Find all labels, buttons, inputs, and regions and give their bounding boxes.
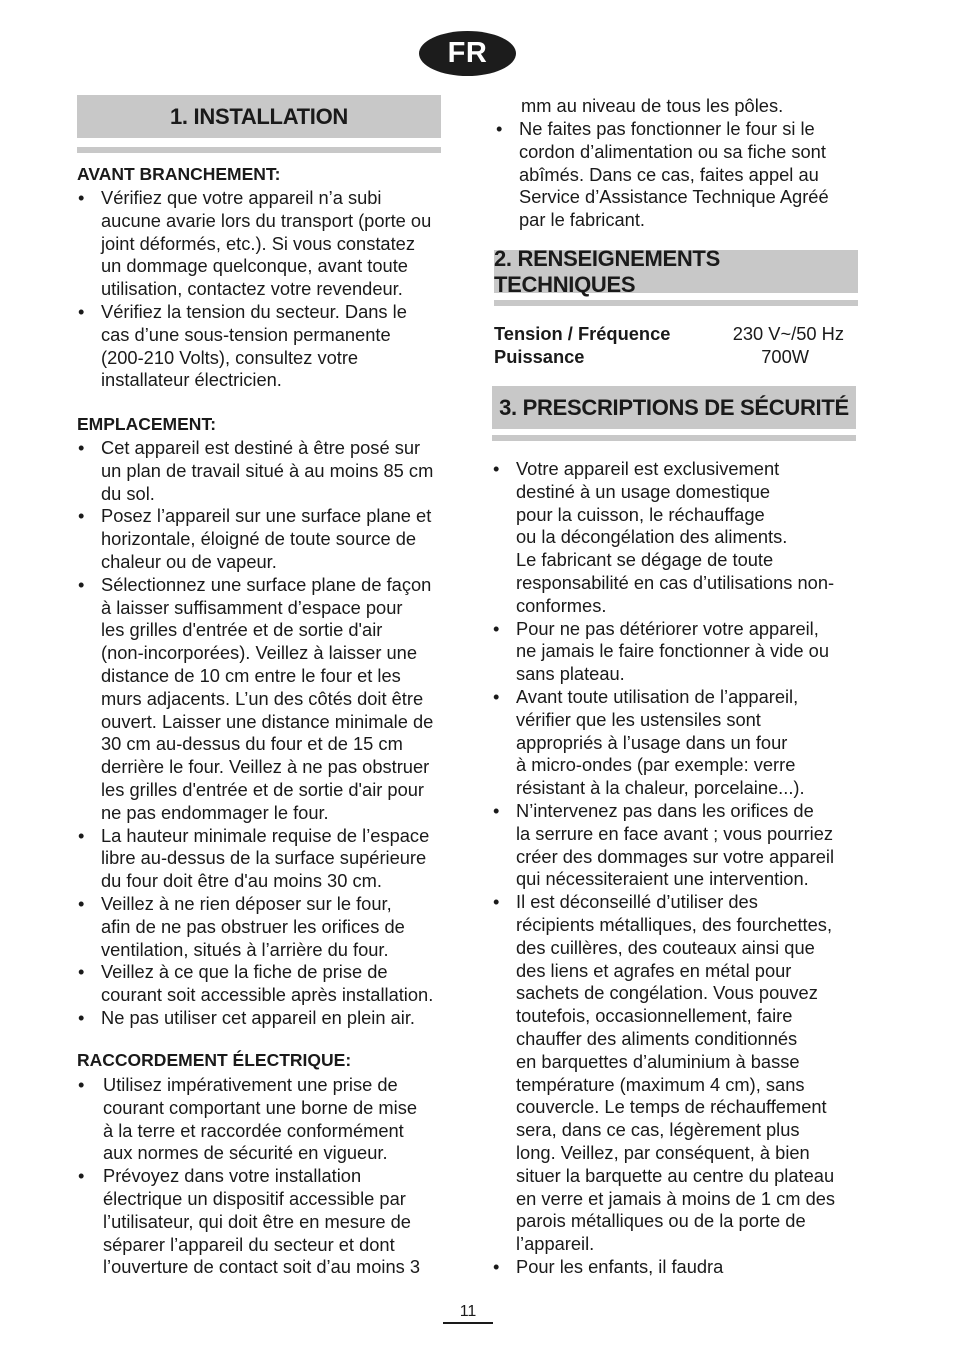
list-item — [77, 505, 447, 573]
text-line: Le fabricant se dégage de toute — [516, 549, 774, 571]
text-line: l’appareil. — [516, 1233, 595, 1255]
section-header-renseignements — [494, 245, 858, 297]
bullet-icon: • — [78, 300, 85, 322]
spec-row-puissance — [494, 346, 809, 368]
text-line: distance de 10 cm entre le four et les — [101, 664, 401, 686]
text-line: N’intervenez pas dans les orifices de — [516, 799, 814, 821]
continuation-text — [521, 95, 861, 118]
text-line: conformes. — [516, 594, 607, 616]
section-rule — [77, 147, 441, 153]
text-line: les grilles d'entrée et de sortie d'air pour — [101, 778, 425, 800]
text-line: créer des dommages sur votre appareil — [516, 845, 835, 867]
list-raccordement-cont — [495, 118, 857, 232]
bullet-icon: • — [493, 799, 500, 821]
text-line: courant soit accessible après installation. — [101, 984, 434, 1006]
text-line: La hauteur minimale requise de l’espace — [101, 824, 430, 846]
bullet-icon: • — [78, 505, 85, 527]
text-line: afin de ne pas obstruer les orifices de — [101, 915, 405, 937]
section-title: 3. PRESCRIPTIONS DE SÉCURITÉ — [499, 394, 849, 420]
text-line: Ne pas utiliser cet appareil en plein air. — [101, 1006, 416, 1028]
text-line: (non-incorporées). Veillez à laisser une — [101, 642, 418, 664]
text-line: horizontale, éloigné de toute source de — [101, 528, 417, 550]
page-number-rule — [443, 1322, 493, 1324]
section-title: 1. INSTALLATION — [169, 103, 348, 129]
text-line: courant comportant une borne de mise — [103, 1096, 418, 1118]
text-line: ou la décongélation des aliments. — [516, 526, 788, 548]
list-item — [77, 187, 447, 301]
spec-label: Tension / Fréquence — [494, 323, 671, 344]
list-item — [492, 458, 858, 618]
text-line: l’ouverture de contact soit d’au moins 3 — [103, 1256, 421, 1278]
spec-value: 700W — [761, 346, 809, 367]
page-number: 11 — [459, 1303, 477, 1320]
bullet-icon: • — [78, 892, 85, 914]
text-line: Prévoyez dans votre installation — [103, 1165, 362, 1187]
text-line: abîmés. Dans ce cas, faites appel au — [519, 163, 819, 185]
spec-label: Puissance — [494, 346, 585, 367]
text-line: Service d’Assistance Technique Agréé — [519, 186, 829, 208]
list-item — [492, 891, 858, 1256]
text-line: sera, dans ce cas, légèrement plus — [516, 1119, 800, 1141]
text-line: résistant à la chaleur, porcelaine...). — [516, 777, 805, 799]
text-line: Sélectionnez une surface plane de façon — [101, 573, 432, 595]
bullet-icon: • — [78, 437, 85, 458]
text-line: Pour les enfants, il faudra — [516, 1255, 724, 1277]
list-avant-branchement — [77, 187, 447, 392]
bullet-icon: • — [493, 685, 500, 707]
text-line: sans plateau. — [516, 663, 625, 685]
text-line: appropriés à l’usage dans un four — [516, 731, 788, 753]
text-line: ouvert. Laisser une distance minimale de — [101, 710, 434, 732]
list-item — [77, 893, 447, 961]
text-line: responsabilité en cas d’utilisations non- — [516, 571, 835, 593]
bullet-icon: • — [496, 118, 503, 139]
text-line: à micro-ondes (par exemple: verre — [516, 754, 796, 776]
text-line: un plan de travail situé à au moins 85 cm — [101, 459, 434, 481]
bullet-icon: • — [78, 824, 85, 846]
text-line: destiné à un usage domestique — [516, 480, 771, 502]
section-rule — [494, 300, 858, 306]
text-line: Avant toute utilisation de l’appareil, — [516, 685, 799, 707]
text-line: joint déformés, etc.). Si vous constatez — [101, 232, 415, 254]
text-line: température (maximum 4 cm), sans — [516, 1073, 805, 1095]
list-item — [492, 686, 858, 800]
text-line: des liens et agrafes en métal pour — [516, 959, 792, 981]
text-line: la serrure en face avant ; vous pourriez — [516, 822, 834, 844]
list-item — [77, 1007, 447, 1030]
text-line: à laisser suffisamment d’espace pour — [101, 596, 403, 618]
list-item — [492, 800, 858, 891]
bullet-icon: • — [493, 1255, 500, 1277]
text-line: Cet appareil est destiné à être posé sur — [101, 437, 421, 458]
subhead-raccordement: RACCORDEMENT ÉLECTRIQUE: — [77, 1050, 352, 1070]
text-line: pour la cuisson, le réchauffage — [516, 503, 765, 525]
text-line: un dommage quelconque, avant toute — [101, 255, 408, 277]
text-line: Veillez à ce que la fiche de prise de — [101, 961, 388, 983]
text-line: installateur électricien. — [101, 369, 282, 391]
list-item — [77, 1074, 447, 1165]
section-header-securite — [492, 386, 856, 429]
text-line: cordon d’alimentation ou sa fiche sont — [519, 140, 826, 162]
list-securite — [492, 458, 858, 1279]
text-line: Votre appareil est exclusivement — [516, 458, 780, 479]
text-line: Vérifiez la tension du secteur. Dans le — [101, 300, 407, 322]
text-line: chaleur ou de vapeur. — [101, 550, 277, 572]
text-line: qui nécessiteraient une intervention. — [516, 868, 809, 890]
list-item — [77, 574, 447, 825]
text-line: les grilles d'entrée et de sortie d'air — [101, 619, 383, 641]
text-line: toutefois, occasionnellement, faire — [516, 1005, 793, 1027]
text-line: cas d’une sous-tension permanente — [101, 323, 391, 345]
text-line: situer la barquette au centre du plateau — [516, 1164, 835, 1186]
bullet-icon: • — [78, 1074, 85, 1095]
text-line: récipients métalliques, des fourchettes, — [516, 913, 833, 935]
text-line: séparer l’appareil du secteur et dont — [103, 1233, 395, 1255]
text-line: ne jamais le faire fonctionner à vide ou — [516, 640, 829, 662]
list-emplacement — [77, 437, 447, 1030]
list-item — [492, 1256, 858, 1279]
text-line: Utilisez impérativement une prise de — [103, 1074, 398, 1095]
list-item — [495, 118, 857, 232]
text-line: long. Veillez, par conséquent, à bien — [516, 1141, 810, 1163]
text-line: Il est déconseillé d’utiliser des — [516, 891, 758, 913]
list-item — [77, 961, 447, 1007]
text-line: du four doit être d'au moins 30 cm. — [101, 870, 382, 892]
text-line: en barquettes d’aluminium à basse — [516, 1050, 800, 1072]
text-line: parois métalliques ou de la porte de — [516, 1210, 806, 1232]
text-line: sachets de congélation. Vous pouvez — [516, 982, 818, 1004]
text-line: mm au niveau de tous les pôles. — [521, 95, 784, 116]
list-item — [77, 437, 447, 505]
text-line: aucune avarie lors du transport (porte ou — [101, 209, 432, 231]
text-line: (200-210 Volts), consultez votre — [101, 346, 359, 368]
text-line: ne pas endommager le four. — [101, 801, 329, 823]
list-item — [77, 825, 447, 893]
text-line: aux normes de sécurité en vigueur. — [103, 1142, 388, 1164]
spec-value: 230 V~/50 Hz — [732, 323, 844, 344]
text-line: murs adjacents. L’un des côtés doit être — [101, 687, 424, 709]
text-line: des cuillères, des couteaux ainsi que — [516, 936, 815, 958]
text-line: chauffer des aliments conditionnés — [516, 1027, 798, 1049]
text-line: par le fabricant. — [519, 209, 646, 231]
text-line: Vérifiez que votre appareil n’a subi — [101, 187, 382, 208]
subhead-emplacement: EMPLACEMENT: — [77, 414, 217, 434]
text-line: Pour ne pas détériorer votre appareil, — [516, 617, 819, 639]
list-raccordement — [77, 1074, 447, 1279]
list-item — [492, 618, 858, 686]
spec-row-tension — [494, 323, 844, 345]
text-line: Veillez à ne rien déposer sur le four, — [101, 892, 392, 914]
subhead-avant-branchement: AVANT BRANCHEMENT: — [77, 164, 281, 184]
text-line: Ne faites pas fonctionner le four si le — [519, 118, 815, 139]
text-line: utilisation, contactez votre revendeur. — [101, 278, 403, 300]
text-line: du sol. — [101, 482, 155, 504]
bullet-icon: • — [493, 617, 500, 639]
text-line: libre au-dessus de la surface supérieure — [101, 847, 427, 869]
bullet-icon: • — [493, 458, 500, 479]
text-line: vérifier que les ustensiles sont — [516, 708, 761, 730]
text-line: ventilation, situés à l’arrière du four. — [101, 938, 389, 960]
section-header-installation — [77, 95, 441, 138]
section-rule — [492, 435, 856, 441]
text-line: en verre et jamais à moins de 1 cm des — [516, 1187, 836, 1209]
bullet-icon: • — [78, 1165, 85, 1187]
text-line: couvercle. Le temps de réchauffement — [516, 1096, 827, 1118]
text-line: derrière le four. Veillez à ne pas obstruer — [101, 756, 430, 778]
list-item — [77, 301, 447, 392]
text-line: Posez l’appareil sur une surface plane et — [101, 505, 432, 527]
bullet-icon: • — [78, 1006, 85, 1028]
bullet-icon: • — [78, 961, 85, 983]
section-title: 2. RENSEIGNEMENTS TECHNIQUES — [494, 245, 720, 297]
bullet-icon: • — [78, 187, 85, 208]
list-item — [77, 1165, 447, 1279]
bullet-icon: • — [78, 573, 85, 595]
text-line: l’utilisateur, qui doit être en mesure de — [103, 1210, 411, 1232]
language-badge: FR — [419, 31, 516, 76]
text-line: électrique un dispositif accessible par — [103, 1187, 406, 1209]
bullet-icon: • — [493, 891, 500, 913]
text-line: à la terre et raccordée conformément — [103, 1119, 404, 1141]
text-line: 30 cm au-dessus du four et de 15 cm — [101, 733, 403, 755]
